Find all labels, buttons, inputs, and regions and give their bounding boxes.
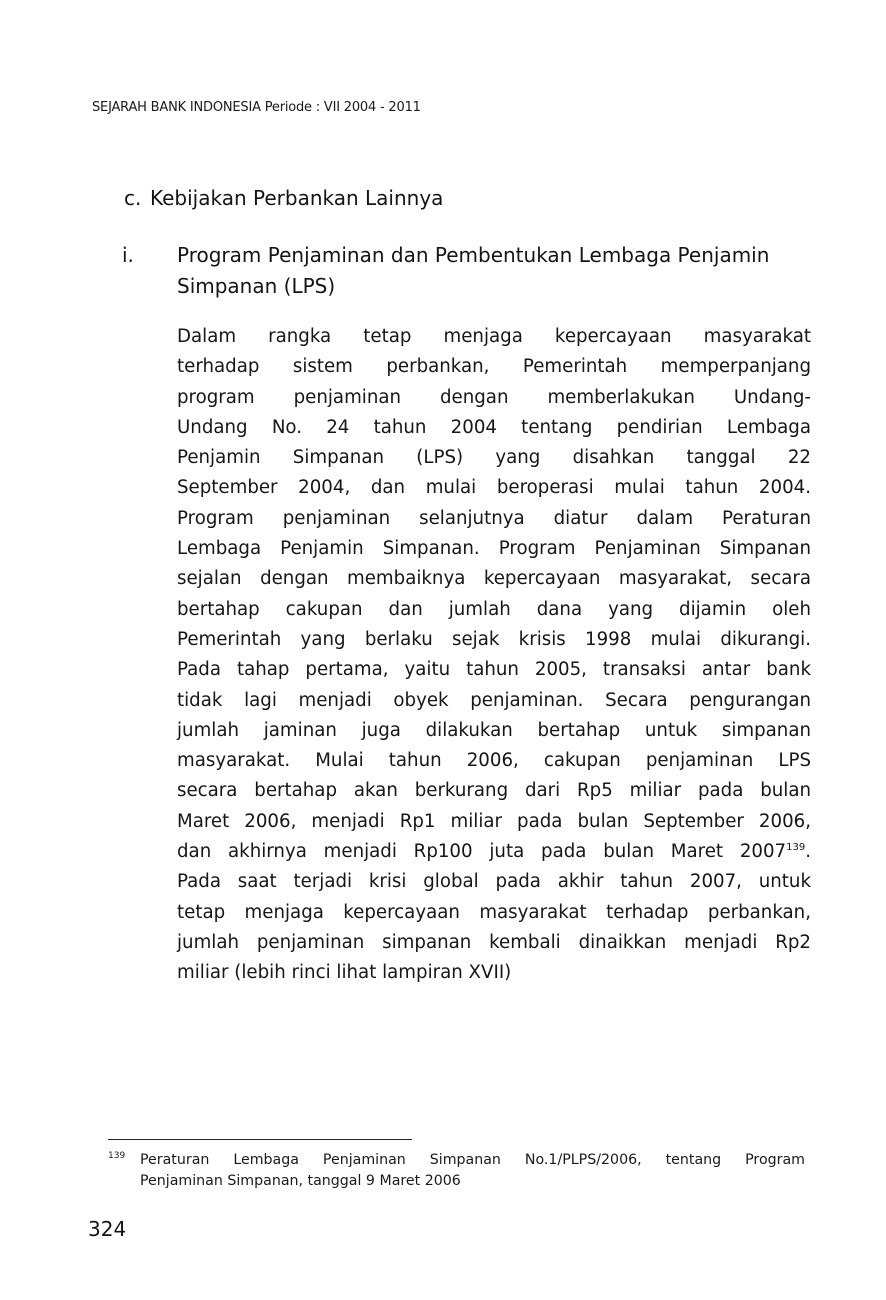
paragraph-line: Pada tahap pertama, yaitu tahun 2005, transaksi antar bank xyxy=(177,659,811,681)
paragraph-line: Pemerintah yang berlaku sejak krisis 1998 mulai dikurangi. xyxy=(177,628,811,650)
paragraph-line: bertahap cakupan dan jumlah dana yang dijamin oleh xyxy=(177,598,811,620)
paragraph-line: Undang No. 24 tahun 2004 tentang pendirian Lembaga xyxy=(177,416,811,438)
section-heading xyxy=(124,186,443,210)
footnote-line: Peraturan Lembaga Penjaminan Simpanan No.1/PLPS/2006, tentang Program xyxy=(140,1152,805,1168)
paragraph-line: Penjamin Simpanan (LPS) yang disahkan tanggal 22 xyxy=(177,447,811,469)
paragraph-line: Maret 2006, menjadi Rp1 miliar pada bulan September 2006, xyxy=(177,810,811,832)
paragraph-line: miliar (lebih rinci lihat lampiran XVII) xyxy=(177,962,512,984)
paragraph-line: masyarakat. Mulai tahun 2006, cakupan penjaminan LPS xyxy=(177,750,811,772)
paragraph-line: Pada saat terjadi krisi global pada akhir tahun 2007, untuk xyxy=(177,871,811,893)
footnote-reference[interactable]: 139 xyxy=(786,841,806,853)
subsection-title: Program Penjaminan dan Pembentukan Lembaga Penjamin Simpanan (LPS) xyxy=(177,243,770,298)
paragraph-line-text: dan akhirnya menjadi Rp100 juta pada bulan Maret 2007 xyxy=(177,841,787,863)
paragraph-line: terhadap sistem perbankan, Pemerintah memperpanjang xyxy=(177,356,811,378)
section-marker: c. xyxy=(124,186,142,210)
paragraph-line: secara bertahap akan berkurang dari Rp5 miliar pada bulan xyxy=(177,780,811,802)
footnote-line: Penjaminan Simpanan, tanggal 9 Maret 2006 xyxy=(140,1173,461,1189)
footnote-number: 139 xyxy=(108,1151,126,1161)
paragraph-line-with-footnote xyxy=(177,837,811,867)
paragraph-line: Dalam rangka tetap menjaga kepercayaan masyarakat xyxy=(177,326,811,347)
paragraph-line: program penjaminan dengan memberlakukan Undang- xyxy=(177,386,811,408)
footnote-text xyxy=(140,1150,805,1192)
footnote-reference-period: . xyxy=(805,841,811,863)
paragraph-line: September 2004, dan mulai beroperasi mulai tahun 2004. xyxy=(177,477,811,499)
paragraph-line: jumlah jaminan juga dilakukan bertahap untuk simpanan xyxy=(177,719,811,741)
paragraph-line: sejalan dengan membaiknya kepercayaan masyarakat, secara xyxy=(177,568,811,590)
paragraph-line: tidak lagi menjadi obyek penjaminan. Secara pengurangan xyxy=(177,689,811,711)
paragraph-line: Lembaga Penjamin Simpanan. Program Penjaminan Simpanan xyxy=(177,538,811,560)
page-number: 324 xyxy=(88,1217,127,1241)
section-title: Kebijakan Perbankan Lainnya xyxy=(150,186,444,210)
paragraph-line: jumlah penjaminan simpanan kembali dinaikkan menjadi Rp2 xyxy=(177,931,811,953)
body-paragraph xyxy=(177,322,811,989)
running-header: SEJARAH BANK INDONESIA Periode : VII 2004 - 2011 xyxy=(92,100,421,115)
footnote-divider xyxy=(108,1139,412,1140)
subsection-marker: i. xyxy=(122,243,134,267)
paragraph-line: tetap menjaga kepercayaan masyarakat terhadap perbankan, xyxy=(177,901,811,923)
paragraph-line: Program penjaminan selanjutnya diatur dalam Peraturan xyxy=(177,507,811,529)
